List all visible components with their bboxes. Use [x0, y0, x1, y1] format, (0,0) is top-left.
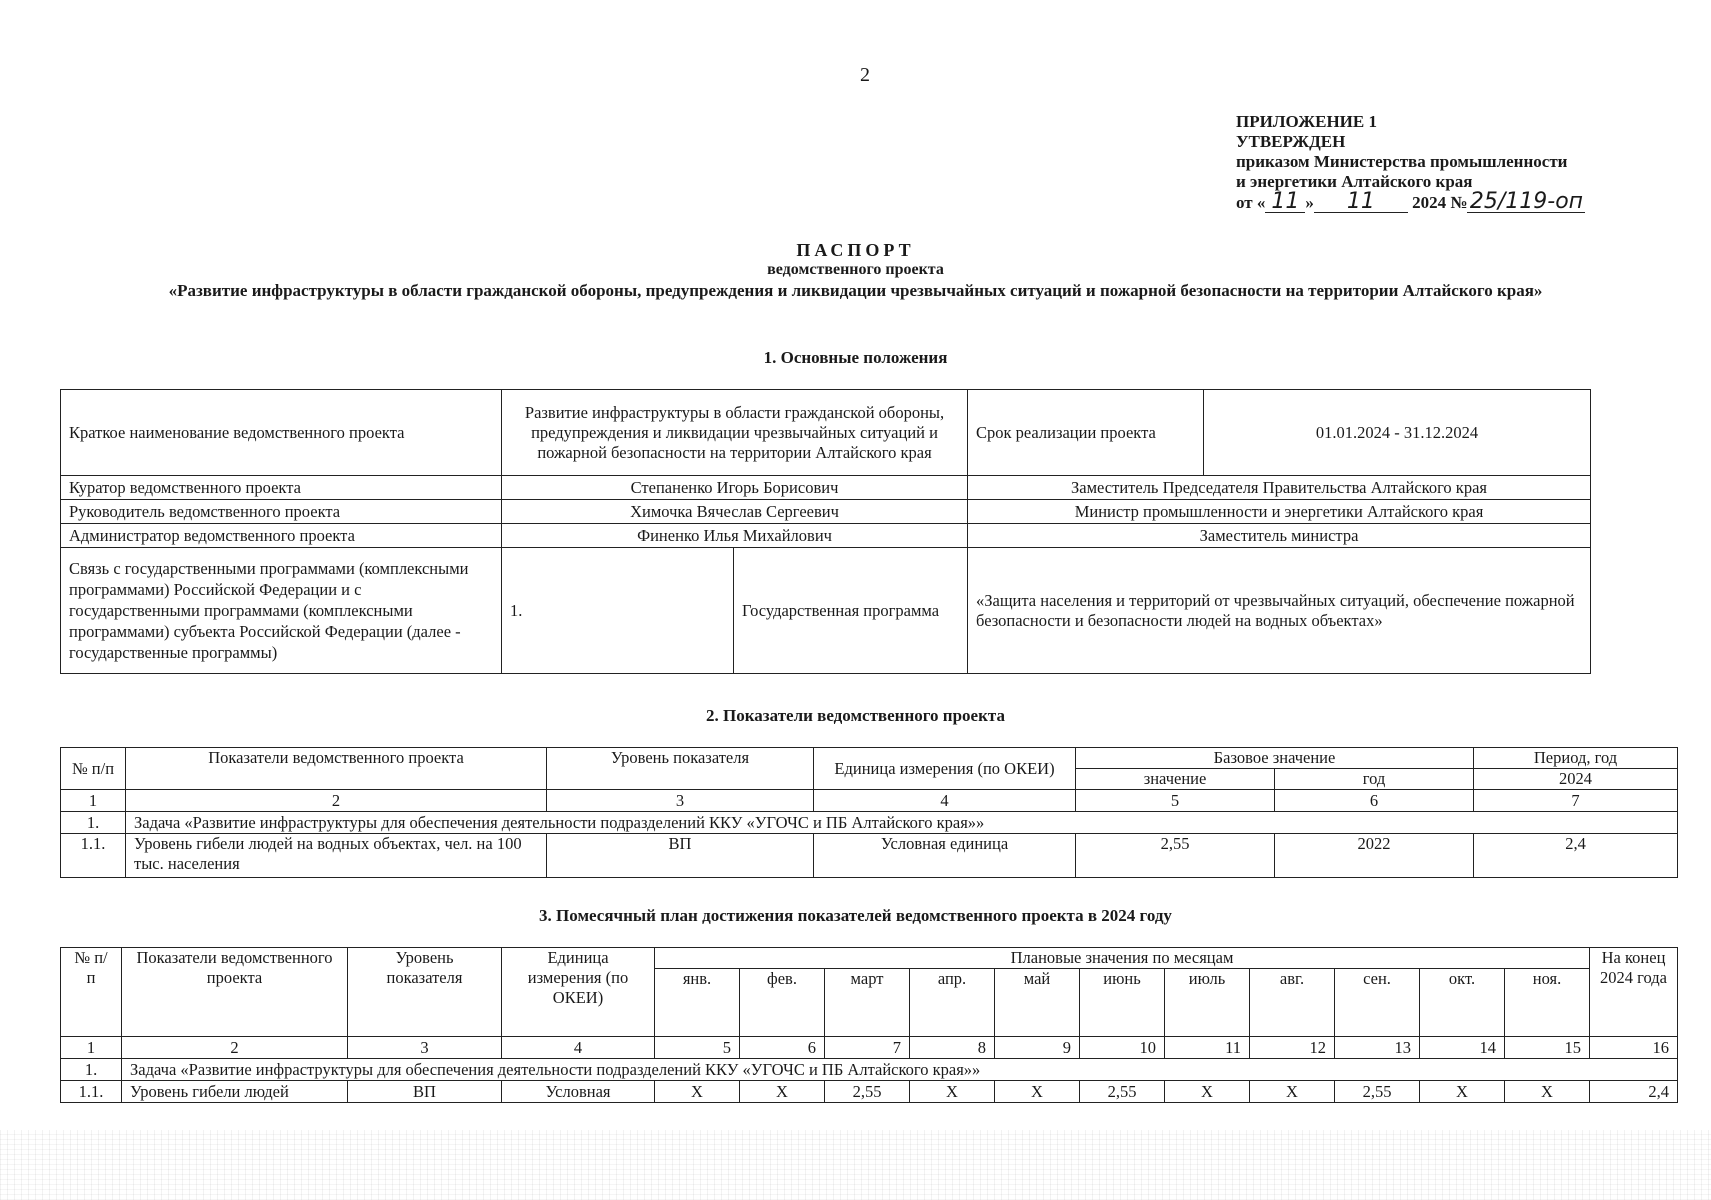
plan-col-number: 12 [1250, 1037, 1335, 1059]
order-year: 2024 № [1412, 193, 1468, 212]
plan-col-number: 8 [910, 1037, 995, 1059]
plan-header-planned: Плановые значения по месяцам [655, 948, 1590, 969]
indicators-table [60, 747, 1678, 878]
ind-header-num: № п/п [61, 748, 126, 790]
period-label: Срок реализации проекта [968, 390, 1204, 476]
ind-row-indicator: Уровень гибели людей на водных объектах, чел. на 100 тыс. населения [126, 834, 547, 878]
plan-col-number: 10 [1080, 1037, 1165, 1059]
head-label: Руководитель ведомственного проекта [61, 500, 502, 524]
month-aug: авг. [1250, 969, 1335, 1037]
plan-header-level: Уровень показателя [348, 948, 502, 1037]
plan-header-year-end: На конец 2024 года [1590, 948, 1678, 1037]
approval-stamp [1236, 112, 1585, 213]
plan-value-jan: Х [655, 1081, 740, 1103]
ind-task-number: 1. [61, 812, 126, 834]
ind-col-number: 1 [61, 790, 126, 812]
plan-col-number: 14 [1420, 1037, 1505, 1059]
appendix-label: ПРИЛОЖЕНИЕ 1 [1236, 112, 1377, 131]
ind-task-text: Задача «Развитие инфраструктуры для обеспечения деятельности подразделений ККУ «УГОЧС и ПБ Алтайского края»» [126, 812, 1678, 834]
monthly-plan-table [60, 947, 1678, 1103]
main-provisions-table [60, 389, 1591, 674]
short-name-value: Развитие инфраструктуры в области гражданской обороны, предупреждения и ликвидации чрезвычайных ситуаций и пожарной безопасности на территории Алтайского края [502, 390, 968, 476]
plan-row-level: ВП [348, 1081, 502, 1103]
order-date-line [1236, 189, 1585, 214]
ind-row-level: ВП [547, 834, 814, 878]
curator-label: Куратор ведомственного проекта [61, 476, 502, 500]
plan-col-number: 9 [995, 1037, 1080, 1059]
ind-header-level: Уровень показателя [547, 748, 814, 790]
period-value: 01.01.2024 - 31.12.2024 [1204, 390, 1591, 476]
ind-row-period-value: 2,4 [1474, 834, 1678, 878]
plan-header-num: № п/ п [61, 948, 122, 1037]
plan-value-year-end: 2,4 [1590, 1081, 1678, 1103]
ind-header-period: Период, год [1474, 748, 1678, 769]
ind-col-number: 3 [547, 790, 814, 812]
plan-row-unit: Условная [502, 1081, 655, 1103]
plan-value-oct: Х [1420, 1081, 1505, 1103]
plan-col-number: 4 [502, 1037, 655, 1059]
plan-value-jul: Х [1165, 1081, 1250, 1103]
section2-heading: 2. Показатели ведомственного проекта [706, 706, 1005, 725]
plan-row-indicator: Уровень гибели людей [122, 1081, 348, 1103]
ind-header-unit: Единица измерения (по ОКЕИ) [814, 748, 1076, 790]
month-nov: ноя. [1505, 969, 1590, 1037]
plan-value-sep: 2,55 [1335, 1081, 1420, 1103]
admin-position: Заместитель министра [968, 524, 1591, 548]
program-link-value: «Защита населения и территорий от чрезвычайных ситуаций, обеспечение пожарной безопасности и безопасности людей на водных объектах» [968, 548, 1591, 674]
plan-header-indicator: Показатели ведомственного проекта [122, 948, 348, 1037]
ind-header-period-year: 2024 [1474, 769, 1678, 790]
plan-col-number: 15 [1505, 1037, 1590, 1059]
month-oct: окт. [1420, 969, 1505, 1037]
order-month: 11 [1314, 192, 1408, 213]
ind-row-base-year: 2022 [1275, 834, 1474, 878]
plan-row-number: 1.1. [61, 1081, 122, 1103]
ind-header-base-year: год [1275, 769, 1474, 790]
head-position: Министр промышленности и энергетики Алтайского края [968, 500, 1591, 524]
admin-label: Администратор ведомственного проекта [61, 524, 502, 548]
section3-heading: 3. Помесячный план достижения показателей ведомственного проекта в 2024 году [539, 906, 1172, 925]
order-day: 11 [1265, 192, 1305, 213]
plan-value-aug: Х [1250, 1081, 1335, 1103]
plan-col-number: 5 [655, 1037, 740, 1059]
ind-col-number: 6 [1275, 790, 1474, 812]
month-sep: сен. [1335, 969, 1420, 1037]
curator-name: Степаненко Игорь Борисович [502, 476, 968, 500]
project-full-name: «Развитие инфраструктуры в области гражданской обороны, предупреждения и ликвидации чрезвычайных ситуаций и пожарной безопасности на территории Алтайского края» [168, 281, 1543, 300]
order-number: 25/119-оп [1467, 192, 1585, 213]
month-apr: апр. [910, 969, 995, 1037]
month-jul: июль [1165, 969, 1250, 1037]
curator-position: Заместитель Председателя Правительства Алтайского края [968, 476, 1591, 500]
ind-header-indicator: Показатели ведомственного проекта [126, 748, 547, 790]
plan-col-number: 11 [1165, 1037, 1250, 1059]
passport-subtitle: ведомственного проекта [767, 261, 944, 278]
plan-value-may: Х [995, 1081, 1080, 1103]
ind-row-number: 1.1. [61, 834, 126, 878]
plan-col-number: 2 [122, 1037, 348, 1059]
ind-col-number: 7 [1474, 790, 1678, 812]
ind-col-number: 2 [126, 790, 547, 812]
month-may: май [995, 969, 1080, 1037]
ind-col-number: 4 [814, 790, 1076, 812]
plan-value-mar: 2,55 [825, 1081, 910, 1103]
plan-col-number: 3 [348, 1037, 502, 1059]
plan-col-number: 1 [61, 1037, 122, 1059]
plan-col-number: 7 [825, 1037, 910, 1059]
month-mar: март [825, 969, 910, 1037]
month-jan: янв. [655, 969, 740, 1037]
plan-header-unit: Единица измерения (по ОКЕИ) [502, 948, 655, 1037]
section1-heading: 1. Основные положения [763, 348, 948, 367]
ind-header-base-value: значение [1076, 769, 1275, 790]
approved-label: УТВЕРЖДЕН [1236, 132, 1346, 151]
ind-row-unit: Условная единица [814, 834, 1076, 878]
ministry-line: и энергетики Алтайского края [1236, 172, 1473, 191]
plan-col-number: 13 [1335, 1037, 1420, 1059]
plan-value-apr: Х [910, 1081, 995, 1103]
plan-task-text: Задача «Развитие инфраструктуры для обеспечения деятельности подразделений ККУ «УГОЧС и ПБ Алтайского края»» [122, 1059, 1678, 1081]
plan-task-number: 1. [61, 1059, 122, 1081]
program-link-label: Связь с государственными программами (комплексными программами) Российской Федерации и с государственными программами (комплексными программами) субъекта Российской Федерации (далее - государственные программы) [61, 548, 502, 674]
scan-noise [0, 1130, 1711, 1200]
month-feb: фев. [740, 969, 825, 1037]
plan-col-number: 16 [1590, 1037, 1678, 1059]
plan-col-number: 6 [740, 1037, 825, 1059]
page-number: 2 [860, 64, 870, 86]
head-name: Химочка Вячеслав Сергеевич [502, 500, 968, 524]
ind-col-number: 5 [1076, 790, 1275, 812]
plan-value-nov: Х [1505, 1081, 1590, 1103]
month-jun: июнь [1080, 969, 1165, 1037]
passport-title: ПАСПОРТ [796, 240, 915, 260]
admin-name: Финенко Илья Михайлович [502, 524, 968, 548]
order-line: приказом Министерства промышленности [1236, 152, 1568, 171]
short-name-label: Краткое наименование ведомственного проекта [61, 390, 502, 476]
ind-row-base-value: 2,55 [1076, 834, 1275, 878]
plan-value-jun: 2,55 [1080, 1081, 1165, 1103]
program-link-number: 1. [502, 548, 734, 674]
program-link-type: Государственная программа [734, 548, 968, 674]
ind-header-base: Базовое значение [1076, 748, 1474, 769]
date-prefix: от « [1236, 193, 1266, 212]
date-mid: » [1305, 193, 1314, 212]
plan-value-feb: Х [740, 1081, 825, 1103]
